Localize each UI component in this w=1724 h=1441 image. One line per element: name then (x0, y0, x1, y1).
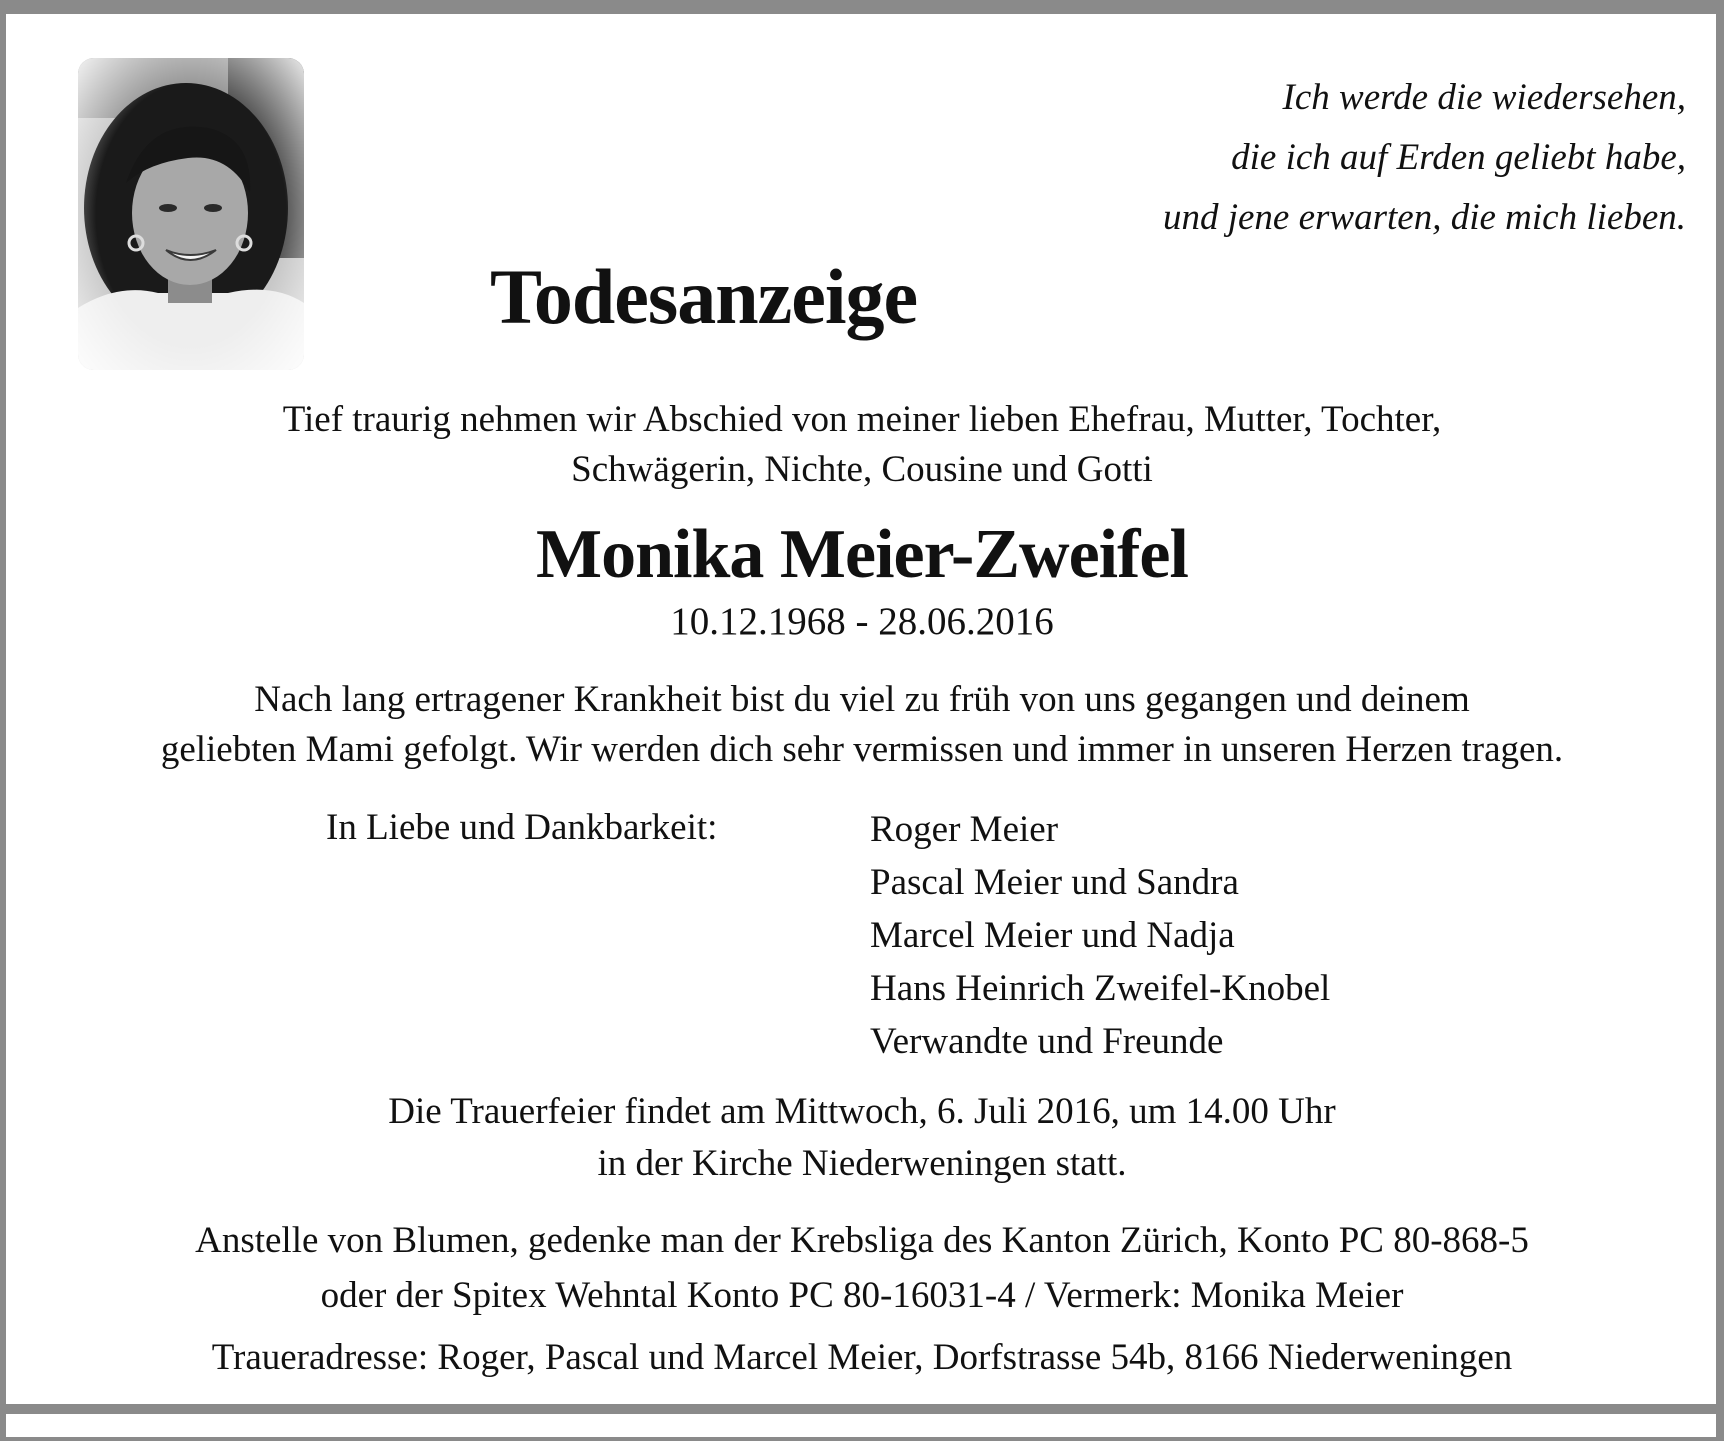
intro-text (0, 395, 1724, 495)
mourner-name: Roger Meier (870, 809, 1059, 850)
portrait-photo (78, 58, 304, 370)
service-line: Die Trauerfeier findet am Mittwoch, 6. Juli 2016, um 14.00 Uhr (388, 1091, 1336, 1132)
donation-line: oder der Spitex Wehntal Konto PC 80-16031-4 / Vermerk: Monika Meier (320, 1275, 1404, 1316)
service-line: in der Kirche Niederweningen statt. (597, 1143, 1127, 1184)
quote-line: und jene erwarten, die mich lieben. (1162, 197, 1686, 238)
mourners-list (870, 803, 1330, 1068)
mourner-name: Pascal Meier und Sandra (870, 862, 1239, 903)
mourning-address: Traueradresse: Roger, Pascal und Marcel Meier, Dorfstrasse 54b, 8166 Niederweningen (211, 1337, 1513, 1378)
bottom-rule (6, 1404, 1716, 1414)
message-line: geliebten Mami gefolgt. Wir werden dich sehr vermissen und immer in unseren Herzen tragen. (160, 729, 1564, 770)
mourner-name: Verwandte und Freunde (870, 1021, 1224, 1062)
signature-label: In Liebe und Dankbarkeit: (326, 807, 718, 848)
life-dates: 10.12.1968 - 28.06.2016 (670, 600, 1054, 643)
mourner-name: Marcel Meier und Nadja (870, 915, 1235, 956)
quote-line: Ich werde die wiedersehen, (1282, 77, 1686, 118)
page-title: Todesanzeige (490, 253, 918, 340)
quote (1163, 68, 1686, 248)
donation-line: Anstelle von Blumen, gedenke man der Krebsliga des Kanton Zürich, Konto PC 80-868-5 (195, 1220, 1529, 1261)
deceased-name: Monika Meier-Zweifel (536, 516, 1188, 593)
message-line: Nach lang ertragener Krankheit bist du viel zu früh von uns gegangen und deinem (254, 679, 1470, 720)
mourner-name: Hans Heinrich Zweifel-Knobel (870, 968, 1331, 1009)
donation-info (0, 1213, 1724, 1323)
farewell-message (0, 675, 1724, 775)
service-info (0, 1086, 1724, 1190)
quote-line: die ich auf Erden geliebt habe, (1231, 137, 1686, 178)
intro-line: Tief traurig nehmen wir Abschied von meiner lieben Ehefrau, Mutter, Tochter, (282, 399, 1442, 440)
intro-line: Schwägerin, Nichte, Cousine und Gotti (571, 449, 1153, 490)
